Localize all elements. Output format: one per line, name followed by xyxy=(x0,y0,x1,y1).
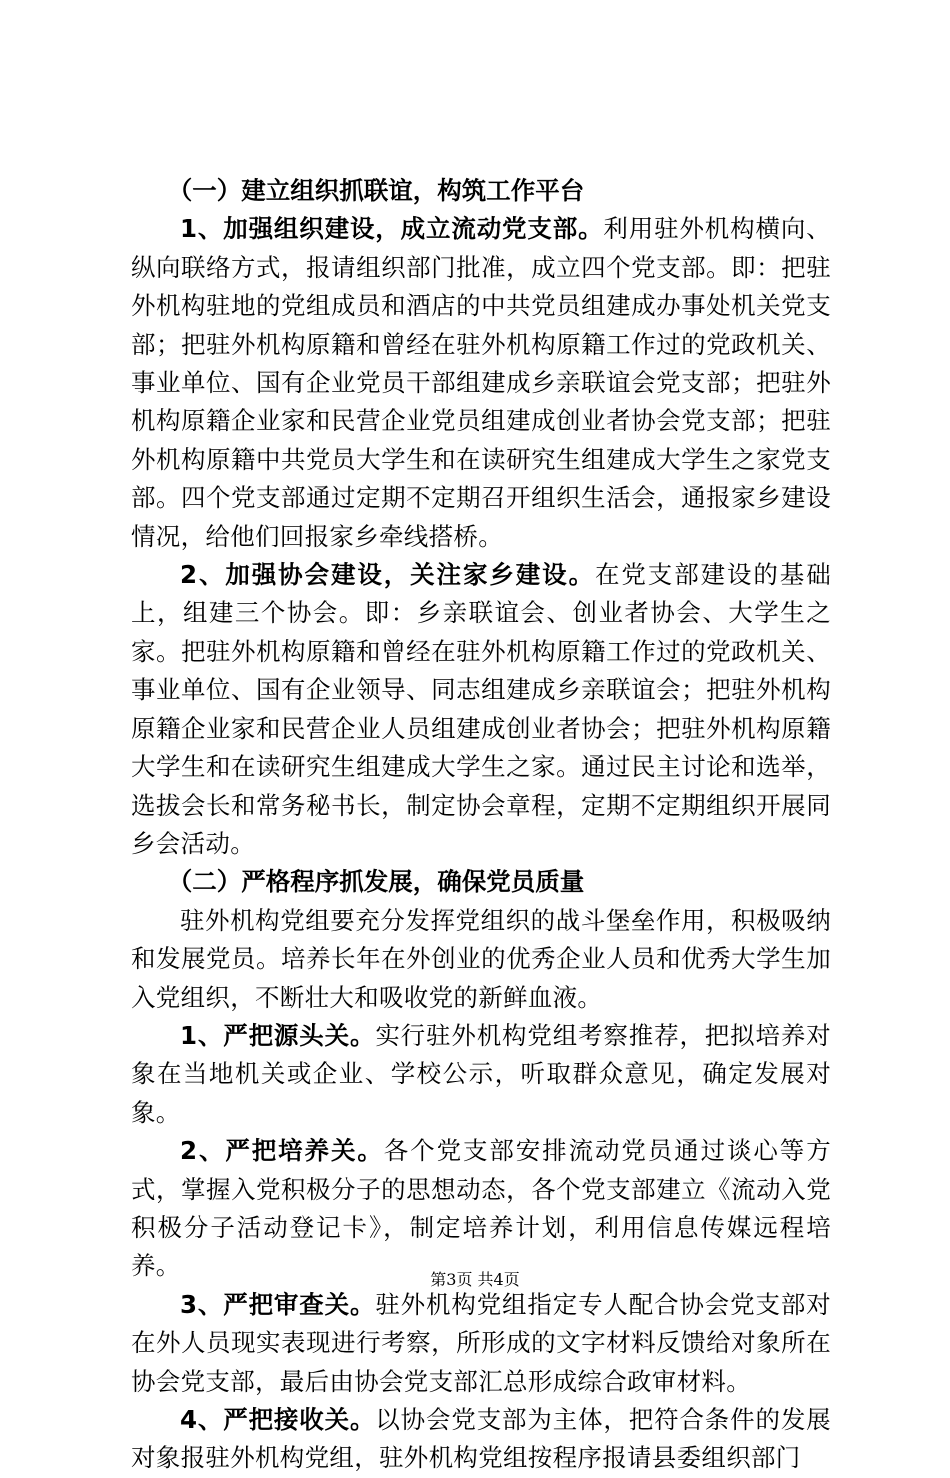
paragraph xyxy=(131,1286,831,1401)
paragraph-text: 驻外机构党组要充分发挥党组织的战斗堡垒作用，积极吸纳和发展党员。培养长年在外创业的优秀企业人员和优秀大学生加入党组织，不断壮大和吸收党的新鲜血液。 xyxy=(131,905,831,1012)
paragraph xyxy=(131,1132,831,1286)
page-number-footer: 第3页 共4页 xyxy=(430,1270,520,1289)
paragraph-lead: 1、严把源头关。 xyxy=(180,1020,376,1050)
paragraph-text: 以协会党支部为主体，把符合条件的发展对象报驻外机构党组，驻外机构党组按程序报请县委组织部门 xyxy=(131,1405,831,1473)
paragraph xyxy=(131,210,831,556)
paragraph xyxy=(131,556,831,863)
paragraph-text: 在党支部建设的基础上，组建三个协会。即：乡亲联谊会、创业者协会、大学生之家。把驻外机构原籍和曾经在驻外机构原籍工作过的党政机关、事业单位、国有企业领导、同志组建成乡亲联谊会；把驻外机构原籍企业家和民营企业人员组建成创业者协会；把驻外机构原籍大学生和在读研究生组建成大学生之家。通过民主讨论和选举，选拔会长和常务秘书长，制定协会章程，定期不定期组织开展同乡会活动。 xyxy=(131,560,831,858)
paragraph-lead: 4、严把接收关。 xyxy=(180,1405,376,1434)
paragraph-text: 各个党支部安排流动党员通过谈心等方式，掌握入党积极分子的思想动态，各个党支部建立《流动入党积极分子活动登记卡》，制定培养计划，利用信息传媒远程培养。 xyxy=(131,1136,831,1281)
paragraph-text: 实行驻外机构党组考察推荐，把拟培养对象在当地机关或企业、学校公示，听取群众意见，确定发展对象。 xyxy=(131,1020,831,1127)
paragraph-lead: 2、加强协会建设，关注家乡建设。 xyxy=(180,560,595,590)
paragraph xyxy=(131,1017,831,1132)
paragraph-lead: 3、严把审查关。 xyxy=(180,1289,376,1319)
paragraph-text: 利用驻外机构横向、纵向联络方式，报请组织部门批准，成立四个党支部。即：把驻外机构驻地的党组成员和酒店的中共党员组建成办事处机关党支部；把驻外机构原籍和曾经在驻外机构原籍工作过的党政机关、事业单位、国有企业党员干部组建成乡亲联谊会党支部；把驻外机构原籍企业家和民营企业党员组建成创业者协会党支部；把驻外机构原籍中共党员大学生和在读研究生组建成大学生之家党支部。四个党支部通过定期不定期召开组织生活会，通报家乡建设情况，给他们回报家乡牵线搭桥。 xyxy=(131,214,831,551)
section-heading-1: （一）建立组织抓联谊，构筑工作平台 xyxy=(167,176,585,205)
paragraph-text: 驻外机构党组指定专人配合协会党支部对在外人员现实表现进行考察，所形成的文字材料反馈给对象所在协会党支部，最后由协会党支部汇总形成综合政审材料。 xyxy=(131,1289,831,1396)
paragraph xyxy=(131,1401,831,1478)
section-heading-2: （二）严格程序抓发展，确保党员质量 xyxy=(167,867,585,897)
paragraph-lead: 1、加强组织建设，成立流动党支部。 xyxy=(180,214,604,244)
paragraph-lead: 2、严把培养关。 xyxy=(180,1136,384,1166)
paragraph xyxy=(131,902,831,1017)
